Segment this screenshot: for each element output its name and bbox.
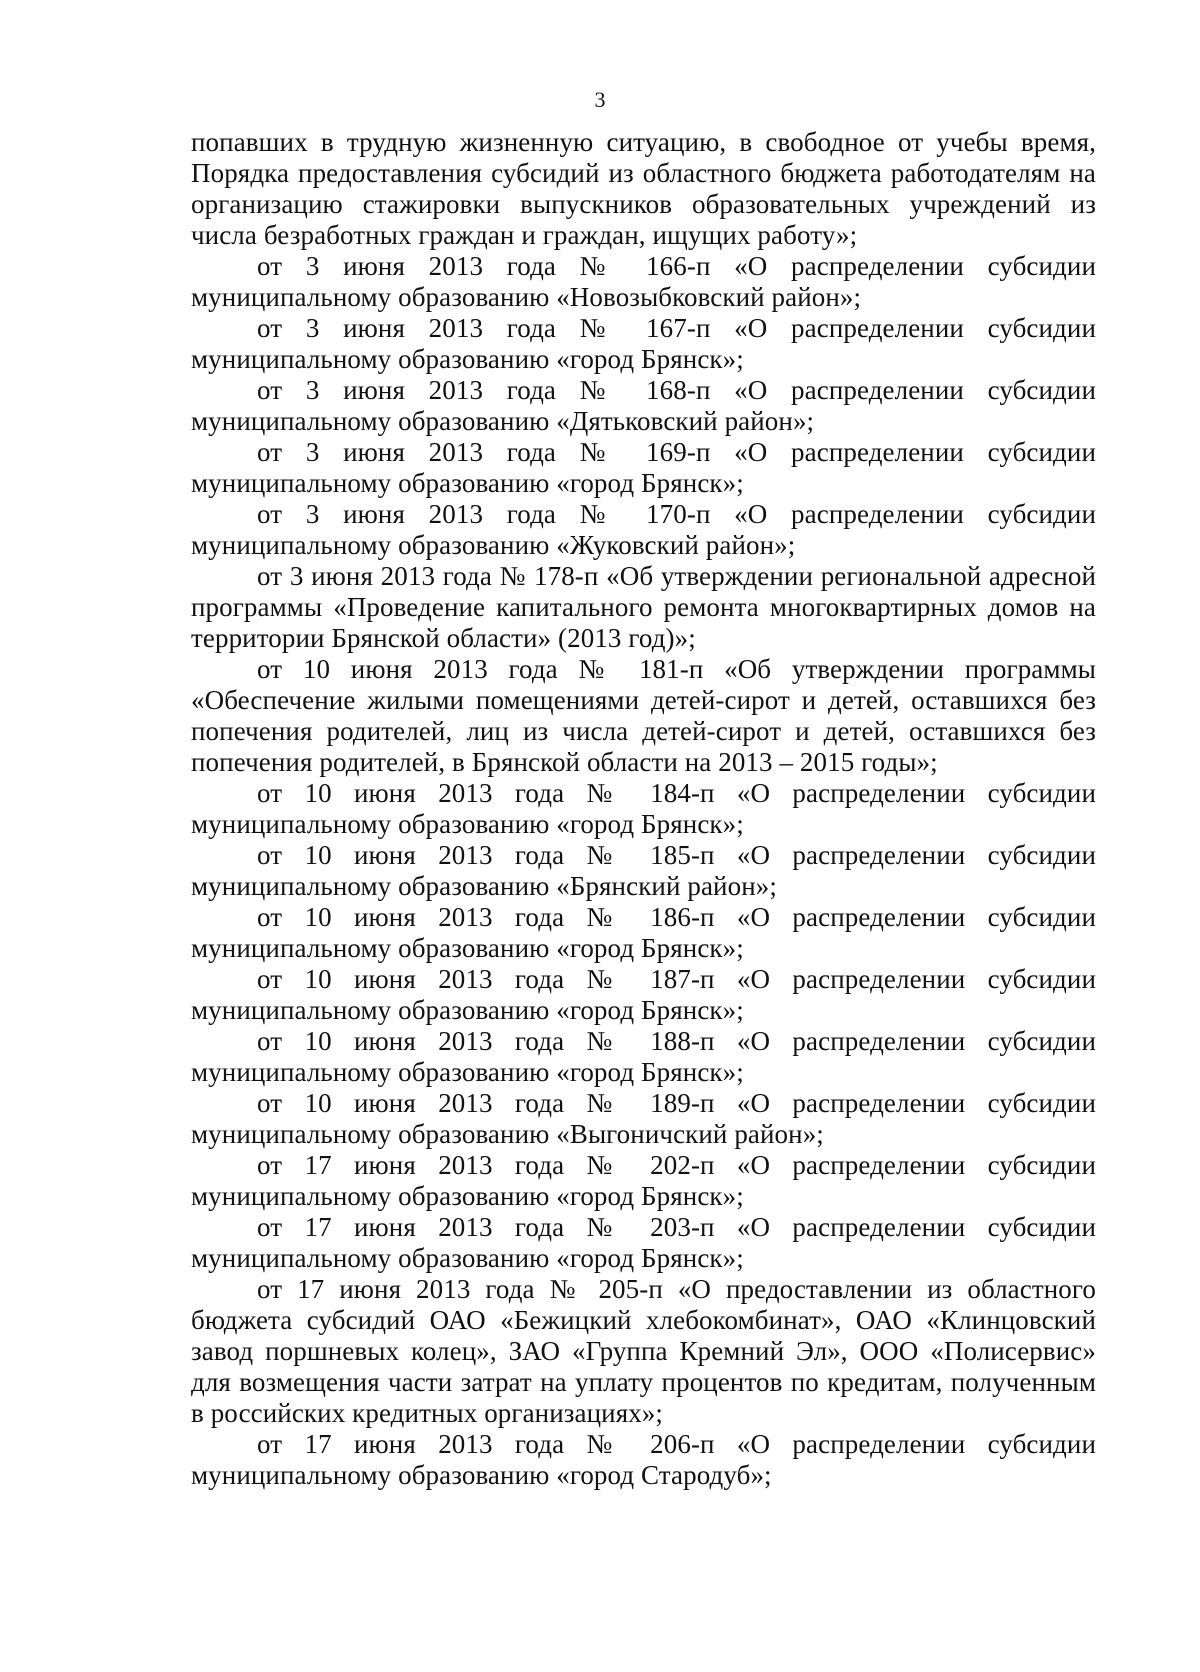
paragraph-item: от 17 июня 2013 года № 205-п «О предоставлении из областного бюджета субсидий ОАО «Бежицкий хлебокомбинат», ОАО «Клинцовский завод поршневых колец», ЗАО «Группа Кремний Эл», ООО «Полисервис» для возмещения части затрат на уплату процентов по кредитам, полученным в российских кредитных организациях»;: [191, 1274, 1096, 1428]
paragraph-item: от 10 июня 2013 года № 187-п «О распределении субсидии муниципальному образованию «город Брянск»;: [191, 964, 1096, 1025]
paragraph-item: от 3 июня 2013 года № 170-п «О распределении субсидии муниципальному образованию «Жуковский район»;: [191, 499, 1096, 560]
paragraph-item: от 10 июня 2013 года № 189-п «О распределении субсидии муниципальному образованию «Выгоничский район»;: [191, 1088, 1096, 1149]
paragraph-item: от 3 июня 2013 года № 178-п «Об утверждении региональной адресной программы «Проведение капитального ремонта многоквартирных домов на территории Брянской области» (2013 год)»;: [191, 561, 1096, 653]
paragraph-item: от 10 июня 2013 года № 186-п «О распределении субсидии муниципальному образованию «город Брянск»;: [191, 902, 1096, 963]
paragraph-continuation: попавших в трудную жизненную ситуацию, в свободное от учебы время, Порядка предоставления субсидий из областного бюджета работодателям на организацию стажировки выпускников образовательных учреждений из числа безработных граждан и граждан, ищущих работу»;: [191, 127, 1096, 250]
paragraph-item: от 10 июня 2013 года № 185-п «О распределении субсидии муниципальному образованию «Брянский район»;: [191, 840, 1096, 901]
paragraph-item: от 10 июня 2013 года № 184-п «О распределении субсидии муниципальному образованию «город Брянск»;: [191, 778, 1096, 839]
paragraph-item: от 3 июня 2013 года № 168-п «О распределении субсидии муниципальному образованию «Дятьковский район»;: [191, 375, 1096, 436]
paragraph-item: от 3 июня 2013 года № 169-п «О распределении субсидии муниципальному образованию «город Брянск»;: [191, 437, 1096, 498]
paragraph-item: от 10 июня 2013 года № 188-п «О распределении субсидии муниципальному образованию «город Брянск»;: [191, 1026, 1096, 1087]
document-body: [191, 127, 1096, 1491]
paragraph-item: от 17 июня 2013 года № 202-п «О распределении субсидии муниципальному образованию «город Брянск»;: [191, 1150, 1096, 1211]
page-number: 3: [594, 87, 606, 112]
paragraph-item: от 17 июня 2013 года № 203-п «О распределении субсидии муниципальному образованию «город Брянск»;: [191, 1212, 1096, 1273]
paragraph-item: от 3 июня 2013 года № 166-п «О распределении субсидии муниципальному образованию «Новозыбковский район»;: [191, 251, 1096, 312]
paragraph-item: от 3 июня 2013 года № 167-п «О распределении субсидии муниципальному образованию «город Брянск»;: [191, 313, 1096, 374]
paragraph-item: от 10 июня 2013 года № 181-п «Об утверждении программы «Обеспечение жилыми помещениями детей-сирот и детей, оставшихся без попечения родителей, лиц из числа детей-сирот и детей, оставшихся без попечения родителей, в Брянской области на 2013 – 2015 годы»;: [191, 654, 1096, 777]
paragraph-item: от 17 июня 2013 года № 206-п «О распределении субсидии муниципальному образованию «город Стародуб»;: [191, 1429, 1096, 1490]
